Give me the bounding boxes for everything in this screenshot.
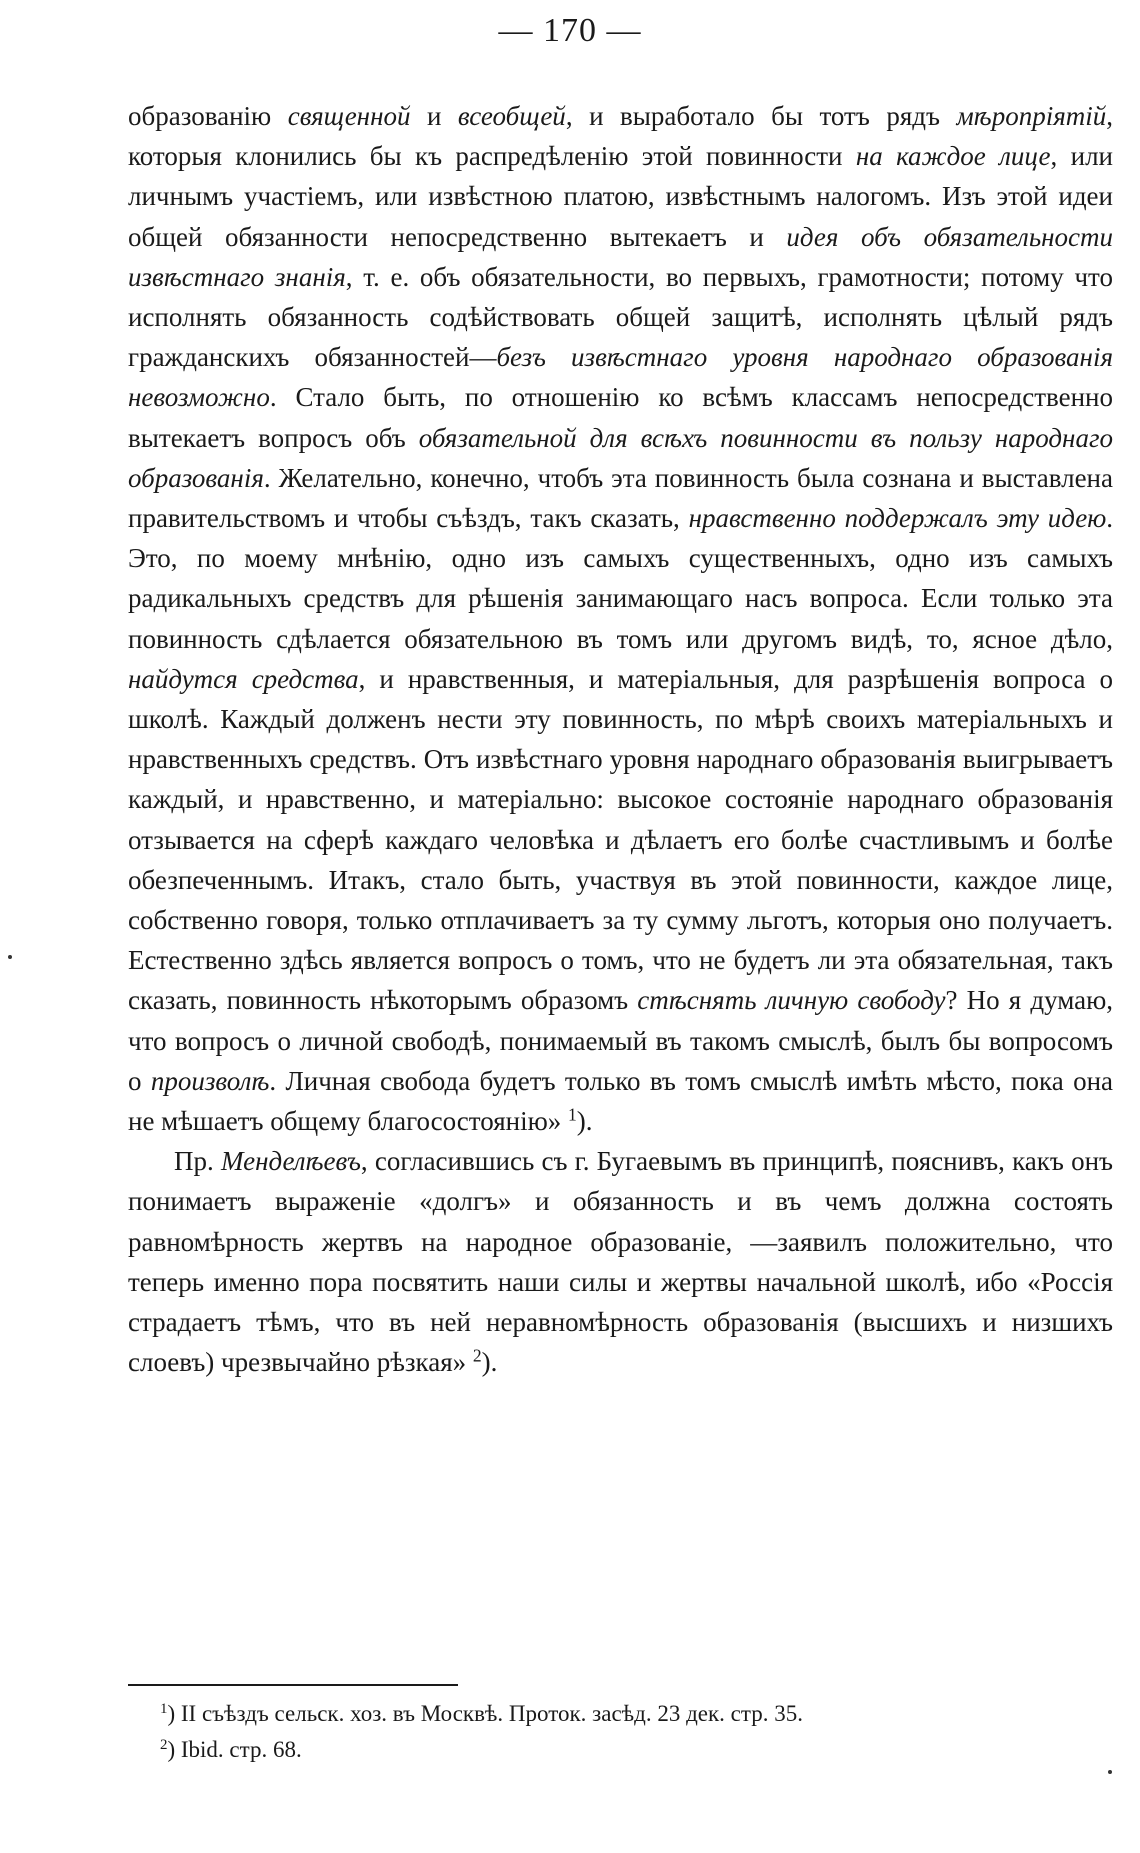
footnote-separator bbox=[128, 1684, 458, 1686]
emphasis-text: всеобщей bbox=[457, 101, 566, 131]
text-run: . Личная свобода будетъ только въ томъ смыслѣ имѣть мѣсто, пока она не мѣшаетъ общему благосостоянію» bbox=[128, 1065, 1114, 1137]
emphasis-text: безъ извѣстнаго уровня народнаго образованія невозможно bbox=[128, 342, 1114, 413]
text-run: ). bbox=[481, 1347, 498, 1378]
footnote-mark: 1 bbox=[160, 1700, 168, 1717]
emphasis-text: нравственно поддержалъ эту идею bbox=[688, 503, 1107, 534]
margin-mark bbox=[8, 955, 12, 959]
emphasis-text: священной bbox=[287, 101, 411, 131]
text-run: , согласившись съ г. Бугаевымъ въ принципѣ, пояснивъ, какъ онъ понимаетъ выраженіе «долгъ» и обязанность и въ чемъ должна состоять равномѣрность жертвъ на народное образованіе, —заявилъ положительно, что теперь именно пора посвятить наши силы и жертвы начальной школѣ, ибо «Россія страдаетъ тѣмъ, что въ ней неравномѣрность образованія (высшихъ и низшихъ слоевъ) чрезвычайно рѣзкая» bbox=[128, 1146, 1114, 1378]
emphasis-text: на каждое лице bbox=[855, 141, 1051, 172]
footnote-mark: 2 bbox=[160, 1736, 168, 1753]
text-run: . Стало быть, по отношенію ко всѣмъ классамъ непосредственно вытекаетъ вопросъ объ bbox=[128, 382, 1113, 453]
footnote-text: ) II съѣздъ сельск. хоз. въ Москвѣ. Проток. засѣд. 23 дек. стр. 35. bbox=[167, 1701, 803, 1726]
footnote-ref: 1 bbox=[568, 1104, 577, 1125]
text-run: , или личнымъ участіемъ, или извѣстною платою, извѣстнымъ налогомъ. Изъ этой идеи общей обязанности непосредственно вытекаетъ и bbox=[128, 141, 1114, 252]
paragraph-2 bbox=[128, 1141, 1113, 1382]
body-text bbox=[128, 96, 1113, 1383]
emphasis-text: найдутся средства bbox=[128, 663, 359, 694]
text-run: ? Но я думаю, что вопросъ о личной свободѣ, понимаемый въ такомъ смыслѣ, былъ бы вопросомъ о bbox=[128, 985, 1114, 1096]
emphasis-text: мѣропріятій bbox=[956, 101, 1107, 131]
text-run: и bbox=[410, 101, 458, 131]
text-run: ). bbox=[576, 1106, 593, 1137]
text-run: , и выработало бы тотъ рядъ bbox=[565, 101, 957, 131]
footnote bbox=[160, 1696, 1110, 1732]
footnotes bbox=[160, 1696, 1110, 1768]
emphasis-text: Менделѣевъ bbox=[220, 1146, 361, 1177]
footnote-ref: 2 bbox=[472, 1345, 482, 1366]
footnote bbox=[160, 1732, 1110, 1768]
footnote-text: ) Ibid. стр. 68. bbox=[167, 1737, 302, 1762]
emphasis-text: произволѣ bbox=[150, 1065, 270, 1096]
text-run: образованію bbox=[128, 101, 288, 131]
text-run: , которыя клонились бы къ распредѣленію этой повинности bbox=[128, 101, 1113, 172]
text-run: , т. е. объ обязательности, во первыхъ, грамотности; потому что исполнять обязанность содѣйствовать общей защитѣ, исполнять цѣлый рядъ гражданскихъ обязанностей— bbox=[128, 261, 1113, 373]
emphasis-text: стѣснять личную свободу bbox=[637, 985, 946, 1016]
margin-mark bbox=[1108, 1770, 1112, 1774]
text-run: . Это, по моему мнѣнію, одно изъ самыхъ существенныхъ, одно изъ самыхъ радикальныхъ средствъ для рѣшенія занимающаго насъ вопроса. Если только эта повинность сдѣлается обязательною въ томъ или другомъ видѣ, то, ясное дѣло, bbox=[128, 503, 1113, 654]
text-run: , и нравственныя, и матеріальныя, для разрѣшенія вопроса о школѣ. Каждый долженъ нести эту повинность, по мѣрѣ своихъ матеріальныхъ и нравственныхъ средствъ. Отъ извѣстнаго уровня народнаго образованія выигрываетъ каждый, и нравственно, и матеріально: высокое состояніе народнаго образованія отзывается на сферѣ каждаго человѣка и дѣлаетъ его болѣе счастливымъ и болѣе обезпеченнымъ. Итакъ, стало быть, участвуя въ этой повинности, каждое лице, собственно говоря, только отплачиваетъ за ту сумму льготъ, которыя оно получаетъ. Естественно здѣсь является вопросъ о томъ, что не будетъ ли эта обязательная, такъ сказать, повинность нѣкоторымъ образомъ bbox=[128, 663, 1114, 1016]
emphasis-text: идея объ обязательности извѣстнаго знанія bbox=[128, 221, 1113, 292]
paragraph-1 bbox=[128, 96, 1113, 1141]
text-run: Пр. bbox=[174, 1146, 221, 1177]
page-number: — 170 — bbox=[498, 12, 642, 49]
emphasis-text: обязательной для всѣхъ повинности въ пользу народнаго образованія bbox=[128, 422, 1113, 493]
text-run: . Желательно, конечно, чтобъ эта повинность была сознана и выставлена правительствомъ и чтобы съѣздъ, такъ сказать, bbox=[128, 462, 1113, 534]
